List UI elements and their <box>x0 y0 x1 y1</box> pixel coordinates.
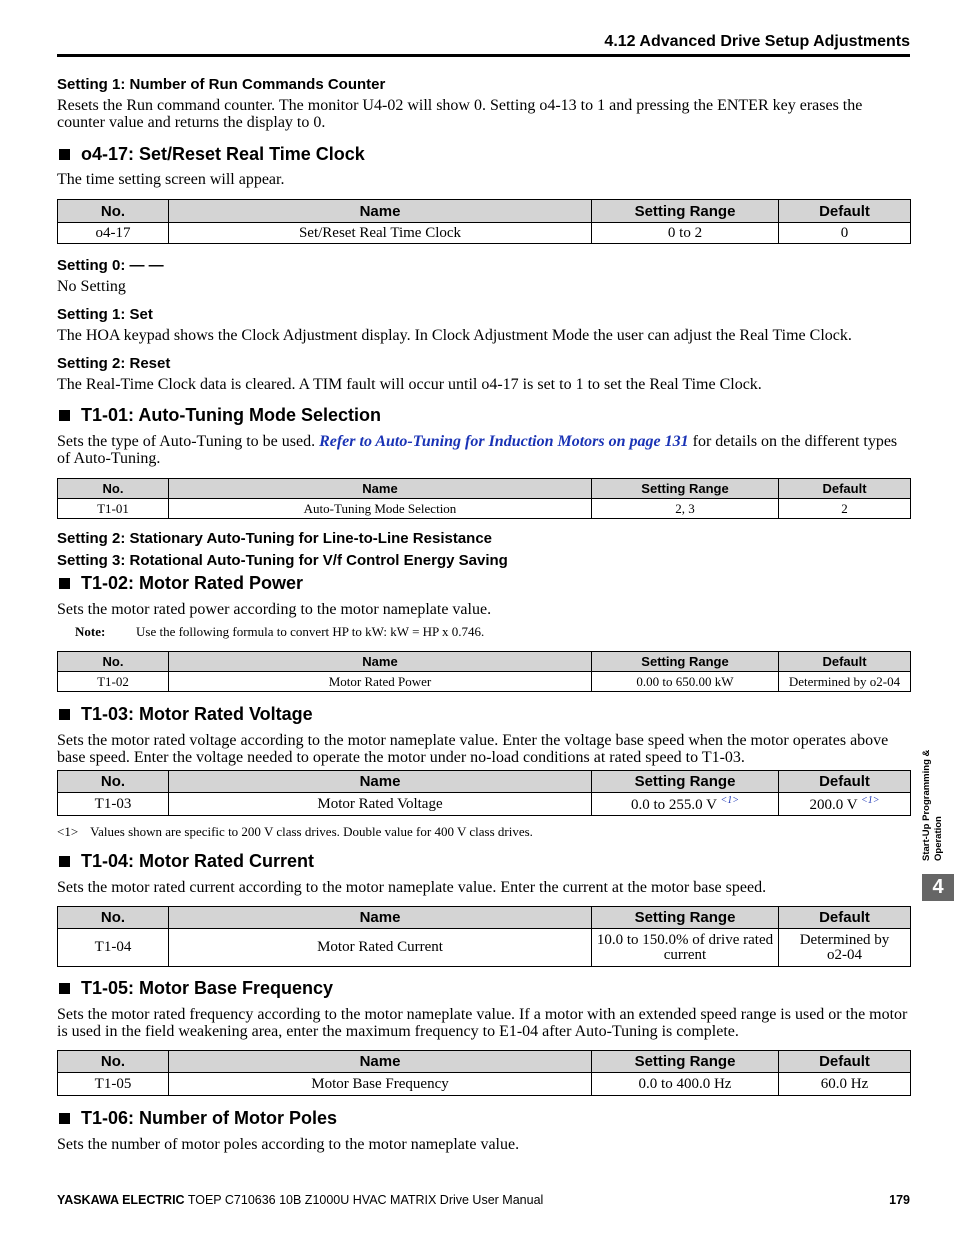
table-header-row <box>58 907 911 929</box>
note-text: Use the following formula to convert HP to kW: kW = HP x 0.746. <box>136 624 485 639</box>
t1-01-text-b: for details on the different types of Auto-Tuning. <box>57 433 898 467</box>
col-no: No. <box>58 200 169 223</box>
cell-no: T1-02 <box>58 672 169 692</box>
setting-1-set-title: Setting 1: Set <box>57 306 153 323</box>
bullet-square-icon <box>59 709 70 720</box>
bullet-square-icon <box>59 578 70 589</box>
section-t1-01 <box>57 404 910 426</box>
t1-01-table <box>57 478 911 519</box>
cell-range: 0.0 to 400.0 Hz <box>592 1073 779 1096</box>
cell-range: 0 to 2 <box>592 223 779 244</box>
bullet-square-icon <box>59 410 70 421</box>
cell-default: Determined by o2-04 <box>779 672 911 692</box>
col-no: No. <box>58 479 169 499</box>
table-header-row <box>58 479 911 499</box>
col-name: Name <box>169 771 592 793</box>
cell-default: 0 <box>779 223 911 244</box>
note-label: Note: <box>75 624 106 639</box>
section-title: T1-06: Number of Motor Poles <box>81 1108 338 1128</box>
o4-17-description: The time setting screen will appear. <box>57 171 285 188</box>
cell-no: T1-03 <box>58 793 169 816</box>
cell-range: 0.00 to 650.00 kW <box>592 672 779 692</box>
cell-default: Determined by o2-04 <box>779 929 911 967</box>
o4-17-table <box>57 199 911 244</box>
auto-tuning-page-link[interactable]: Refer to Auto-Tuning for Induction Motors on page 131 <box>319 433 689 450</box>
section-title: o4-17: Set/Reset Real Time Clock <box>81 144 365 164</box>
section-title: T1-04: Motor Rated Current <box>81 851 315 871</box>
cell-range: 10.0 to 150.0% of drive rated current <box>592 929 779 967</box>
bullet-square-icon <box>59 856 70 867</box>
col-default: Default <box>779 479 911 499</box>
footer-brand: YASKAWA ELECTRIC <box>57 1193 185 1207</box>
t1-02-note <box>75 624 910 640</box>
chapter-side-label: Start-Up Programming & Operation <box>921 749 944 861</box>
setting-2-reset-title: Setting 2: Reset <box>57 355 171 372</box>
col-default: Default <box>779 200 911 223</box>
section-t1-06 <box>57 1107 910 1129</box>
cell-no: T1-01 <box>58 499 169 519</box>
t1-05-table <box>57 1050 911 1096</box>
section-title: T1-02: Motor Rated Power <box>81 573 304 593</box>
table-header-row <box>58 200 911 223</box>
t1-05-description: Sets the motor rated frequency according to the motor nameplate value. If a motor with an extended speed range is used or the motor is used in the field weakening area, enter the maximum frequency to E1-04 after Auto-Tuning is complete. <box>57 1006 908 1040</box>
setting-3-rotational-title: Setting 3: Rotational Auto-Tuning for V/f Control Energy Saving <box>57 552 508 569</box>
table-row <box>58 793 911 816</box>
setting-2-stationary-title: Setting 2: Stationary Auto-Tuning for Line-to-Line Resistance <box>57 530 493 547</box>
setting-1-set-text: The HOA keypad shows the Clock Adjustment display. In Clock Adjustment Mode the user can adjust the Real Time Clock. <box>57 327 852 344</box>
section-title: T1-03: Motor Rated Voltage <box>81 704 313 724</box>
t1-03-footnote <box>57 824 910 840</box>
footnote-text: Values shown are specific to 200 V class drives. Double value for 400 V class drives. <box>90 824 533 839</box>
cell-range <box>592 793 779 816</box>
col-default: Default <box>779 652 911 672</box>
bullet-square-icon <box>59 149 70 160</box>
cell-name: Motor Base Frequency <box>169 1073 592 1096</box>
setting-1-run-counter-title: Setting 1: Number of Run Commands Counter <box>57 76 386 93</box>
col-default: Default <box>779 907 911 929</box>
cell-range: 2, 3 <box>592 499 779 519</box>
cell-no: T1-04 <box>58 929 169 967</box>
col-name: Name <box>169 479 592 499</box>
default-value: 200.0 V <box>809 796 858 813</box>
table-row <box>58 672 911 692</box>
col-name: Name <box>169 907 592 929</box>
footnote-ref-link[interactable]: <1> <box>720 794 739 806</box>
cell-name: Set/Reset Real Time Clock <box>169 223 592 244</box>
bullet-square-icon <box>59 983 70 994</box>
section-t1-05 <box>57 977 910 999</box>
col-name: Name <box>169 1051 592 1073</box>
cell-name: Motor Rated Voltage <box>169 793 592 816</box>
col-name: Name <box>169 200 592 223</box>
t1-01-text-a: Sets the type of Auto-Tuning to be used. <box>57 433 316 450</box>
col-range: Setting Range <box>592 1051 779 1073</box>
section-t1-04 <box>57 850 910 872</box>
table-header-row <box>58 771 911 793</box>
table-row <box>58 499 911 519</box>
table-header-row <box>58 652 911 672</box>
page-header: 4.12 Advanced Drive Setup Adjustments <box>604 33 910 50</box>
cell-default <box>779 793 911 816</box>
section-t1-03 <box>57 703 910 725</box>
page-number: 179 <box>889 1193 910 1207</box>
col-no: No. <box>58 907 169 929</box>
cell-no: o4-17 <box>58 223 169 244</box>
chapter-tab[interactable]: 4 <box>922 874 954 901</box>
cell-default: 60.0 Hz <box>779 1073 911 1096</box>
t1-01-description <box>57 433 910 467</box>
footnote-mark: <1> <box>57 824 79 839</box>
col-no: No. <box>58 771 169 793</box>
t1-02-description: Sets the motor rated power according to the motor nameplate value. <box>57 601 492 618</box>
col-range: Setting Range <box>592 771 779 793</box>
table-row <box>58 929 911 967</box>
t1-04-description: Sets the motor rated current according to the motor nameplate value. Enter the current at the motor base speed. <box>57 879 767 896</box>
setting-0-text: No Setting <box>57 278 126 295</box>
footnote-ref-link[interactable]: <1> <box>861 794 880 806</box>
section-o4-17 <box>57 143 910 165</box>
header-rule <box>57 54 910 57</box>
col-name: Name <box>169 652 592 672</box>
section-title: T1-01: Auto-Tuning Mode Selection <box>81 405 381 425</box>
bullet-square-icon <box>59 1113 70 1124</box>
section-title: T1-05: Motor Base Frequency <box>81 978 334 998</box>
t1-06-description: Sets the number of motor poles according to the motor nameplate value. <box>57 1136 520 1153</box>
cell-name: Auto-Tuning Mode Selection <box>169 499 592 519</box>
t1-04-table <box>57 906 911 967</box>
section-t1-02 <box>57 572 910 594</box>
cell-default: 2 <box>779 499 911 519</box>
range-value: 0.0 to 255.0 V <box>631 796 717 813</box>
t1-02-table <box>57 651 911 692</box>
setting-0-title: Setting 0: — — <box>57 257 164 274</box>
cell-no: T1-05 <box>58 1073 169 1096</box>
setting-2-reset-text: The Real-Time Clock data is cleared. A TIM fault will occur until o4-17 is set to 1 to set the Real Time Clock. <box>57 376 762 393</box>
table-header-row <box>58 1051 911 1073</box>
cell-name: Motor Rated Power <box>169 672 592 692</box>
col-no: No. <box>58 652 169 672</box>
footer-doc-title: TOEP C710636 10B Z1000U HVAC MATRIX Drive User Manual <box>187 1193 544 1207</box>
col-range: Setting Range <box>592 652 779 672</box>
table-row <box>58 223 911 244</box>
col-range: Setting Range <box>592 200 779 223</box>
col-range: Setting Range <box>592 907 779 929</box>
t1-03-table <box>57 770 911 816</box>
table-row <box>58 1073 911 1096</box>
col-default: Default <box>779 771 911 793</box>
t1-03-description: Sets the motor rated voltage according to the motor nameplate value. Enter the voltage base speed when the motor operates above base speed. Enter the voltage needed to operate the motor under no-load conditions at rated speed to T1-03. <box>57 732 889 766</box>
page-footer <box>57 1193 910 1207</box>
cell-name: Motor Rated Current <box>169 929 592 967</box>
setting-1-run-counter-text: Resets the Run command counter. The monitor U4-02 will show 0. Setting o4-13 to 1 and pressing the ENTER key erases the counter value and returns the display to 0. <box>57 97 863 131</box>
col-range: Setting Range <box>592 479 779 499</box>
col-no: No. <box>58 1051 169 1073</box>
page-content <box>57 76 910 1153</box>
footer-doc <box>57 1193 543 1207</box>
col-default: Default <box>779 1051 911 1073</box>
